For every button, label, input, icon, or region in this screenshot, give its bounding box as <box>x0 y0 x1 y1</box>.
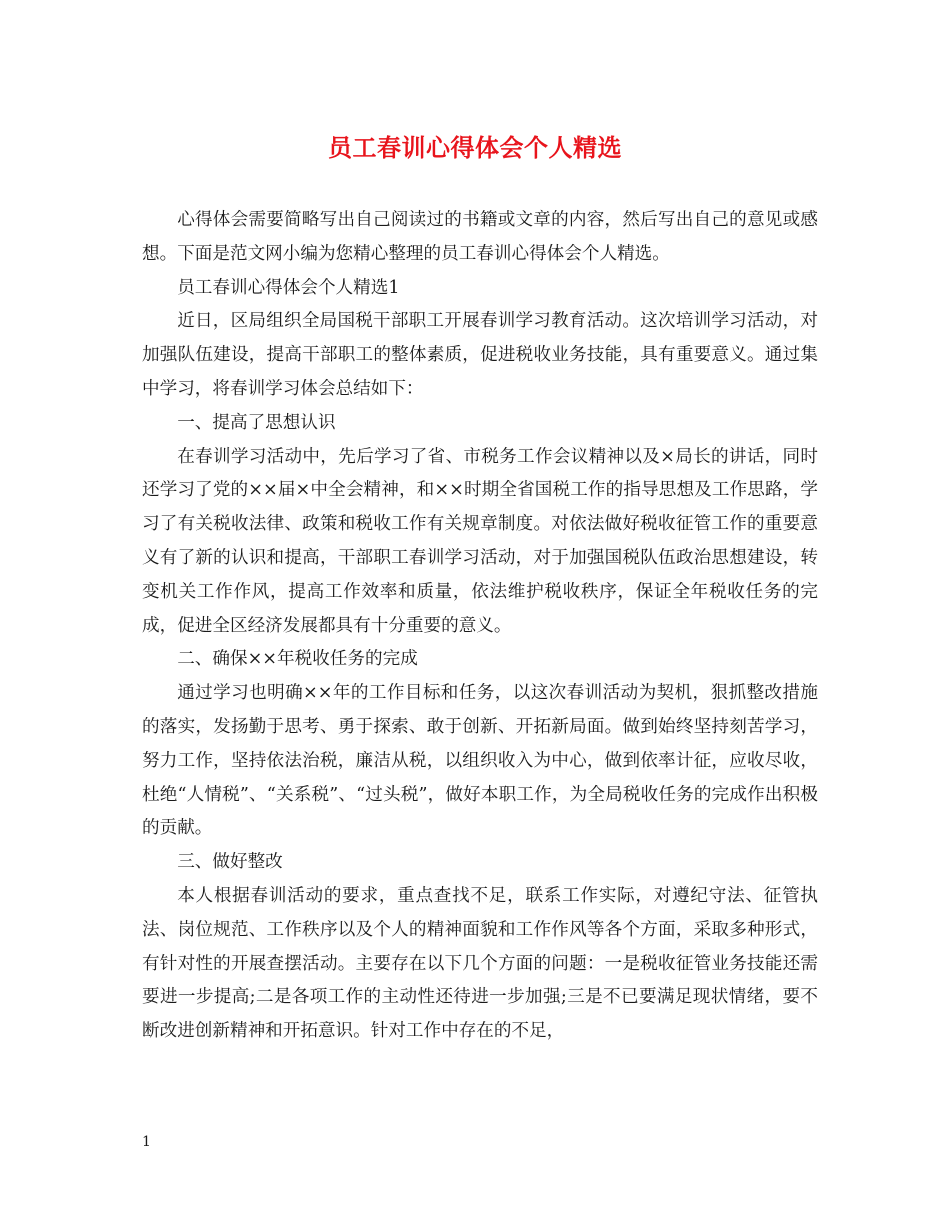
section-heading-3: 三、做好整改 <box>177 852 283 873</box>
paragraph-overview: 近日，区局组织全局国税干部职工开展春训学习教育活动。这次培训学习活动，对加强队伍建设，提高干部职工的整体素质，促进税收业务技能，具有重要意义。通过集中学习，将春训学习体会总结如下： <box>142 311 818 399</box>
paragraph-section-2: 通过学习也明确××年的工作目标和任务，以这次春训活动为契机，狠抓整改措施的落实，发扬勤于思考、勇于探索、敢于创新、开拓新局面。做到始终坚持刻苦学习，努力工作，坚持依法治税，廉洁从税，以组织收入为中心，做到依率计征，应收尽收，杜绝“人情税”、“关系税”、“过头税”，做好本职工作，为全局税收任务的完成作出积极的贡献。 <box>142 683 818 839</box>
paragraph-section-1: 在春训学习活动中，先后学习了省、市税务工作会议精神以及×局长的讲话，同时还学习了党的××届×中全会精神，和××时期全省国税工作的指导思想及工作思路，学习了有关税收法律、政策和税收工作有关规章制度。对依法做好税收征管工作的重要意义有了新的认识和提高，干部职工春训学习活动，对于加强国税队伍政治思想建设，转变机关工作作风，提高工作效率和质量，依法维护税收秩序，保证全年税收任务的完成，促进全区经济发展都具有十分重要的意义。 <box>142 446 818 636</box>
paragraph-section-3: 本人根据春训活动的要求，重点查找不足，联系工作实际，对遵纪守法、征管执法、岗位规范、工作秩序以及个人的精神面貌和工作作风等各个方面，采取多种形式，有针对性的开展查摆活动。主要存在以下几个方面的问题：一是税收征管业务技能还需要进一步提高;二是各项工作的主动性还待进一步加强;三是不已要满足现状情绪，要不断改进创新精神和开拓意识。针对工作中存在的不足， <box>142 885 818 1042</box>
section-heading-1: 一、提高了思想认识 <box>177 412 336 433</box>
paragraph-subtitle: 员工春训心得体会个人精选1 <box>177 277 400 298</box>
page-number: 1 <box>142 1134 151 1150</box>
document-title: 员工春训心得体会个人精选 <box>328 133 622 162</box>
paragraph-intro: 心得体会需要简略写出自己阅读过的书籍或文章的内容，然后写出自己的意见或感想。下面是范文网小编为您精心整理的员工春训心得体会个人精选。 <box>142 210 818 264</box>
document-body <box>142 204 818 1049</box>
section-heading-2: 二、确保××年税收任务的完成 <box>177 649 418 670</box>
